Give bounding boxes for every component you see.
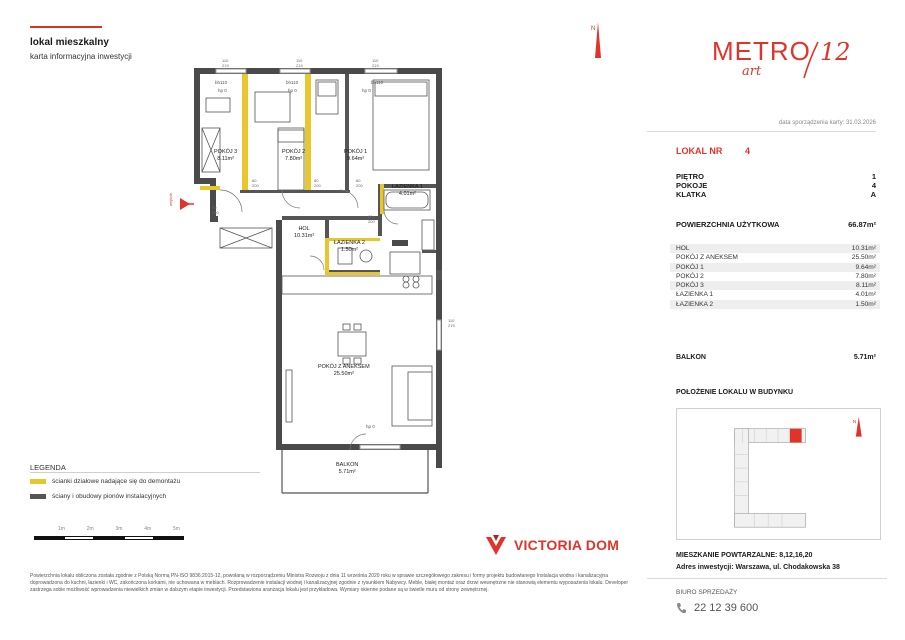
- room-area: 25.50m²: [333, 371, 354, 377]
- usable-area-value: 66.87m²: [848, 220, 876, 229]
- table-row: POKÓJ 2 7.80m²: [676, 272, 876, 280]
- room-area: 10.31m²: [294, 233, 315, 239]
- sales-office-label: BIURO SPRZEDAŻY: [676, 589, 738, 596]
- room-area: 1.50m²: [340, 247, 358, 253]
- room-label-hol: [294, 226, 314, 240]
- room-area: 8.11m²: [217, 156, 234, 162]
- balcony-value: 5.71m²: [853, 354, 876, 361]
- legend-swatch-dark: [30, 494, 46, 499]
- header-divider: [647, 131, 876, 132]
- table-row: POKÓJ 1 9.64m²: [670, 263, 880, 272]
- hp-label: hp 0: [288, 88, 297, 93]
- hp-label: hp 0: [218, 88, 227, 93]
- table-row: POKÓJ Z ANEKSEM 25.50m²: [676, 254, 876, 262]
- door-dim: 80 200: [356, 178, 363, 188]
- door-dim: 90 200: [212, 205, 219, 215]
- room-area: 5.71m²: [338, 469, 356, 475]
- scale-tick: 1m: [58, 526, 65, 532]
- legend-label: ściany i obudowy pionów instalacyjnych: [52, 493, 167, 500]
- legend-swatch-yellow: [30, 479, 46, 484]
- scale-bar: [30, 526, 200, 546]
- investment-address: Adres inwestycji: Warszawa, ul. Chodakowska 38: [676, 564, 840, 571]
- window-dim: 110 219: [296, 58, 303, 68]
- logo-metro-word: METRO: [712, 36, 811, 66]
- entry-marker: [180, 198, 194, 210]
- detail-row-floor: [676, 172, 876, 181]
- detail-row-stairwell: [676, 190, 876, 199]
- metro-art-logo: [712, 36, 811, 67]
- logo-number: 12: [820, 38, 851, 66]
- logo-slash-icon: [800, 40, 822, 80]
- logo-art-word: art: [742, 64, 762, 79]
- detail-value: 4: [871, 181, 876, 190]
- room-name: POKÓJ 1: [344, 149, 368, 155]
- detail-row-rooms: [676, 181, 876, 190]
- usable-area-label: POWIERZCHNIA UŻYTKOWA: [676, 220, 780, 229]
- document-subtitle: karta informacyjna inwestycji: [30, 52, 132, 61]
- legend-item-removable: [30, 478, 180, 485]
- victoria-dom-mark-icon: [484, 533, 508, 557]
- detail-value: A: [870, 190, 876, 199]
- room-label-pokoj2: [282, 149, 305, 163]
- document-title: lokal mieszkalny: [30, 37, 109, 48]
- window-dim: 110 219: [448, 318, 455, 328]
- room-name: POKÓJ 3: [214, 149, 238, 155]
- scale-tick: 2m: [86, 526, 94, 532]
- balcony-row: [676, 354, 876, 361]
- detail-label: POKOJE: [676, 181, 708, 190]
- room-name: BALKON: [336, 462, 359, 468]
- legend-title: LEGENDA: [30, 463, 66, 472]
- door-dim: 60 200: [368, 214, 375, 224]
- room-area: 4.01m²: [398, 191, 416, 197]
- position-title: POŁOŻENIE LOKALU W BUDYNKU: [676, 389, 794, 396]
- phone-row[interactable]: [676, 602, 758, 614]
- window-dim: 110 219: [222, 58, 229, 68]
- table-row: POKÓJ 3 8.11m²: [670, 281, 880, 290]
- room-name: HOL: [298, 226, 310, 232]
- room-label-pokoj3: [214, 149, 237, 163]
- legend-label: ścianki działowe nadające się do demontażu: [52, 478, 181, 485]
- card-date: data sporządzenia karty: 31.03.2026: [778, 120, 876, 126]
- hp-label: hp 0: [366, 424, 375, 429]
- room-area: 7.80m²: [285, 156, 303, 162]
- room-name: ŁAZIENKA 1: [392, 184, 423, 190]
- detail-label: KLATKA: [676, 190, 707, 199]
- developer-name: VICTORIA DOM: [514, 537, 620, 553]
- bh-label: bh110: [371, 80, 384, 85]
- detail-value: 1: [871, 172, 876, 181]
- room-label-pokoj1: [344, 149, 367, 163]
- room-label-lazienka2: [334, 240, 365, 254]
- room-label-balkon: [336, 462, 358, 476]
- table-row: ŁAZIENKA 1 4.01m²: [676, 291, 876, 299]
- entry-label: wejście: [168, 192, 173, 206]
- phone-number[interactable]: 22 12 39 600: [694, 602, 759, 614]
- lokal-label: LOKAL NR: [676, 146, 723, 156]
- window-dim: 110 219: [372, 58, 379, 68]
- table-row: ŁAZIENKA 2 1.50m²: [670, 300, 880, 309]
- building-position-map: [676, 408, 881, 540]
- room-name: ŁAZIENKA 2: [334, 240, 365, 246]
- scale-tick: 3m: [115, 526, 123, 532]
- room-area-table: [670, 244, 880, 309]
- door-dim: 80 200: [314, 178, 321, 188]
- door-dim: 80 200: [252, 178, 259, 188]
- lokal-number: 4: [745, 146, 751, 156]
- usable-area-row: [676, 220, 876, 229]
- footer-divider: [647, 578, 887, 579]
- scale-tick: 5m: [173, 526, 180, 532]
- svg-text:N: N: [591, 26, 596, 32]
- table-row: HOL 10.31m²: [670, 244, 880, 253]
- victoria-dom-logo: [484, 533, 619, 557]
- repeat-units: MIESZKANIE POWTARZALNE: 8,12,16,20: [676, 552, 813, 559]
- disclaimer-text: Powierzchnia lokalu obliczona została zgodnie z Polską Normą PN-ISO 9836:2015-12, powołaną w rozporządzeniu Ministra Rozwoju z dnia 11 września 2020 roku w sprawie szczegółowego zakresu i formy projektu budowlanego Instalacja wodna i kanalizacyjna doprowadzona do kuchni, łazienki i WC, zakończona korkami, nie uchowana w meblach. Rozprowadzenie instalacji wodnej i kanalizacyjnej zgodnie z rysunkiem Nabywcy. Meble, białej montaż oraz drzwi wewnętrzne nie stanowią elementu wyposażenia lokalu. Developer zastrzega sobie możliwość wprowadzenia niewielkich zmian w dalszym etapie inwestycji. Przedstawiona aranżacja lokalu jest przykładowa. Wymiary okienne podane są w świetle muru od strony zewnętrznej.: [30, 573, 628, 594]
- room-name: POKÓJ Z ANEKSEM: [318, 364, 370, 370]
- svg-text:N: N: [852, 419, 857, 425]
- room-name: POKÓJ 2: [282, 149, 306, 155]
- detail-label: PIĘTRO: [676, 172, 704, 181]
- room-label-lazienka1: [392, 184, 423, 198]
- room-label-aneks: [318, 364, 370, 378]
- bh-label: bh110: [286, 80, 299, 85]
- scale-tick: 4m: [144, 526, 152, 532]
- outer-walls: [194, 68, 442, 468]
- balcony-label: BALKON: [676, 354, 706, 361]
- legend-item-fixed: [30, 493, 166, 500]
- bh-label: bh110: [215, 80, 228, 85]
- hp-label: hp 0: [362, 88, 371, 93]
- room-area: 9.64m²: [347, 156, 365, 162]
- legend-divider: [30, 472, 260, 473]
- header-accent-line: [30, 26, 102, 28]
- unit-highlight: [790, 429, 802, 443]
- north-arrow-icon: [585, 18, 609, 64]
- phone-icon: [676, 602, 686, 614]
